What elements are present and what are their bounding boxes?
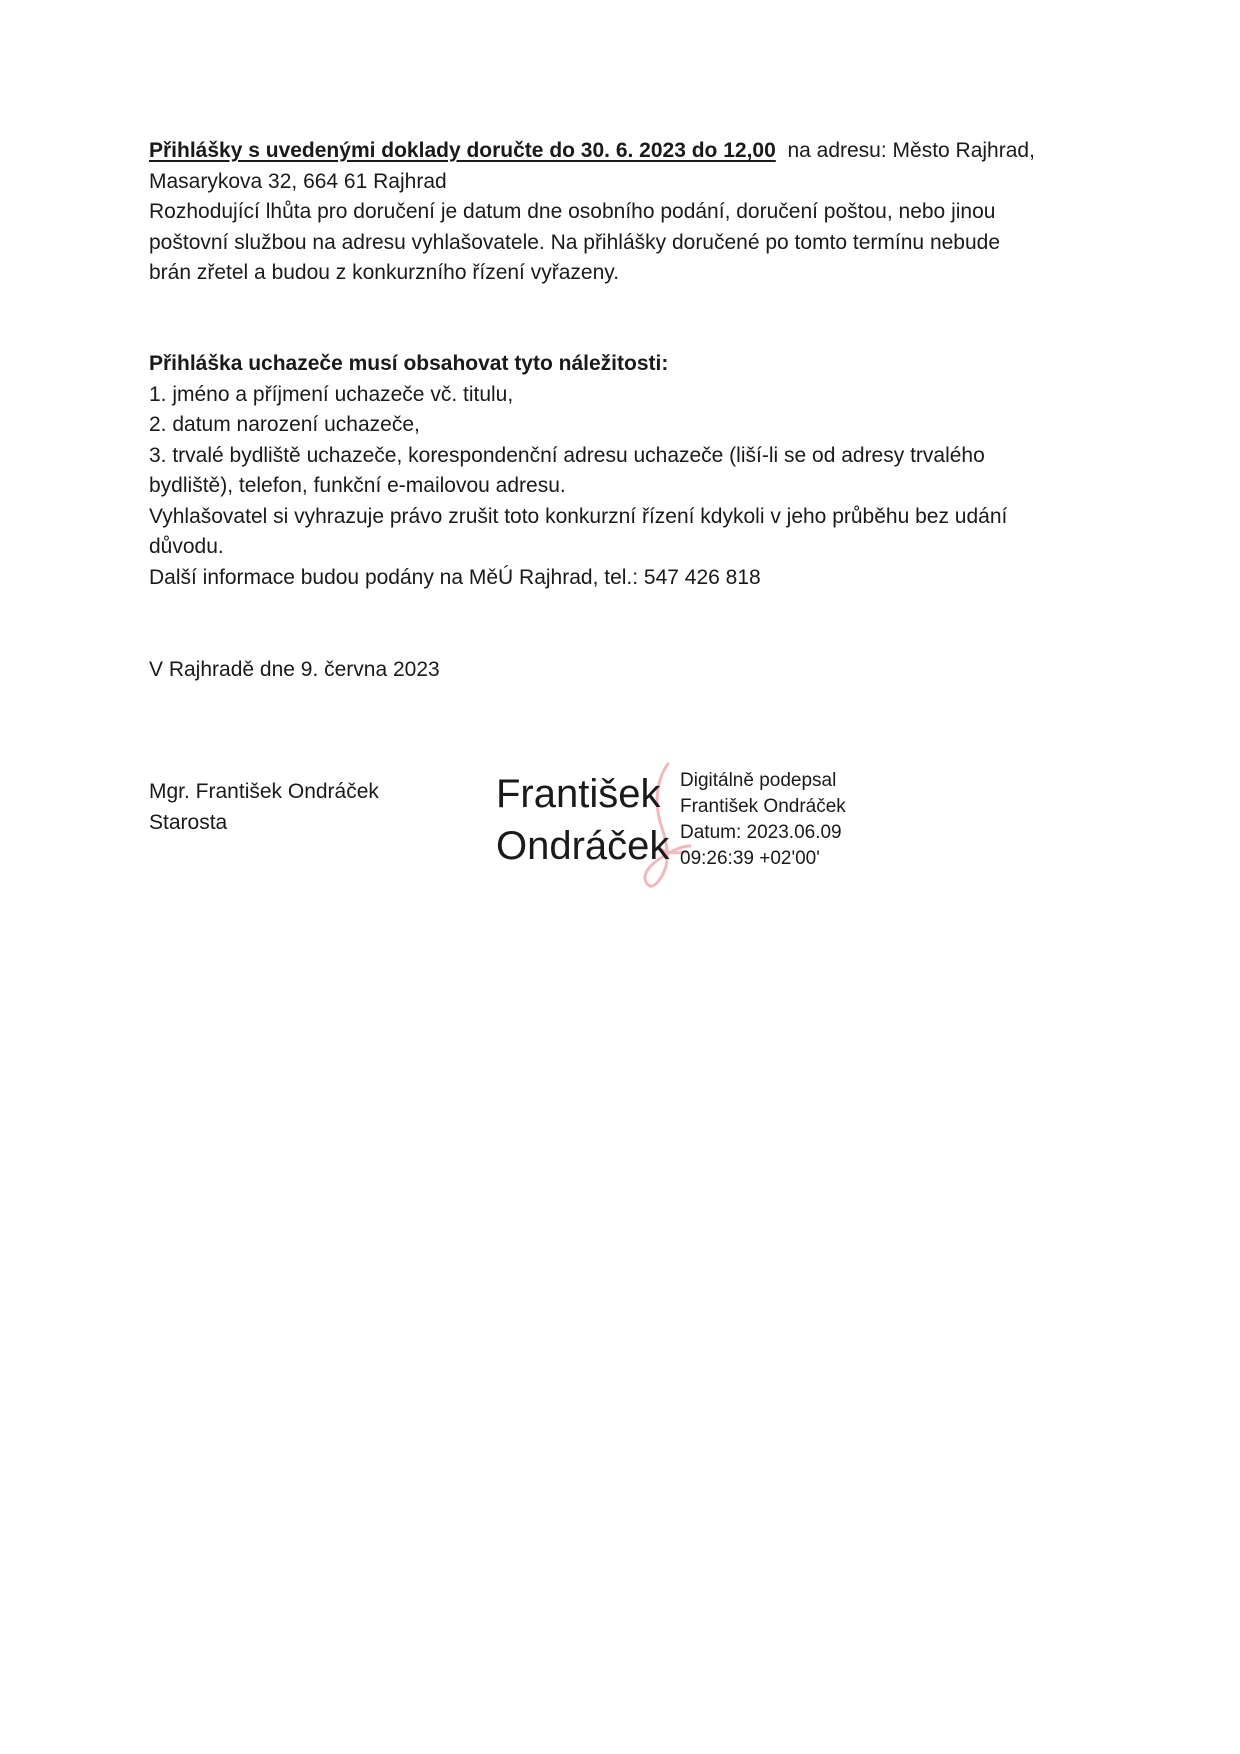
signature-detail-line: Digitálně podepsal — [680, 770, 837, 791]
signatory-name: Mgr. František Ondráček — [149, 780, 379, 803]
signature-detail-line: František Ondráček — [680, 796, 846, 817]
rule-line-3: brán zřetel a budou z konkurzního řízení vyřazeny. — [149, 261, 620, 284]
signatory-title: Starosta — [149, 810, 228, 834]
place-date-text: V Rajhradě dne 9. června 2023 — [149, 658, 440, 681]
digital-signature — [496, 758, 896, 898]
requirement-item: 3. trvalé bydliště uchazeče, korespondenční adresu uchazeče (liší-li se od adresy trvalého — [149, 443, 985, 467]
address-line-2: Masarykova 32, 664 61 Rajhrad — [149, 169, 447, 193]
requirement-item: 1. jméno a příjmení uchazeče vč. titulu, — [149, 382, 514, 406]
requirements-section — [149, 349, 1109, 593]
requirement-item: 2. datum narození uchazeče, — [149, 413, 420, 436]
info-line: Další informace budou podány na MěÚ Rajhrad, tel.: 547 426 818 — [149, 565, 761, 589]
signature-details — [680, 768, 846, 872]
signature-name-line-2: Ondráček — [496, 824, 670, 868]
reservation-line-2: důvodu. — [149, 535, 224, 558]
deadline-text: Přihlášky s uvedenými doklady doručte do 30. 6. 2023 do 12,00 — [149, 139, 776, 162]
signatory-block — [149, 777, 469, 838]
reservation-line-1: Vyhlašovatel si vyhrazuje právo zrušit toto konkurzní řízení kdykoli v jeho průběhu bez udání — [149, 504, 1008, 528]
rule-line-2: poštovní službou na adresu vyhlašovatele. Na přihlášky doručené po tomto termínu nebude — [149, 230, 1001, 254]
deadline-line — [149, 136, 1109, 167]
signature-detail-line: Datum: 2023.06.09 — [680, 822, 842, 843]
submission-notice — [149, 136, 1109, 289]
requirement-item: bydliště), telefon, funkční e-mailovou adresu. — [149, 474, 566, 497]
signature-detail-line: 09:26:39 +02'00' — [680, 848, 820, 869]
signature-name-line-1: František — [496, 772, 661, 816]
address-line-1: na adresu: Město Rajhrad, — [787, 139, 1035, 162]
signature-name — [496, 768, 669, 872]
rule-line-1: Rozhodující lhůta pro doručení je datum dne osobního podání, doručení poštou, nebo jinou — [149, 200, 996, 223]
requirements-heading: Přihláška uchazeče musí obsahovat tyto náležitosti: — [149, 352, 669, 375]
place-date — [149, 655, 1109, 686]
